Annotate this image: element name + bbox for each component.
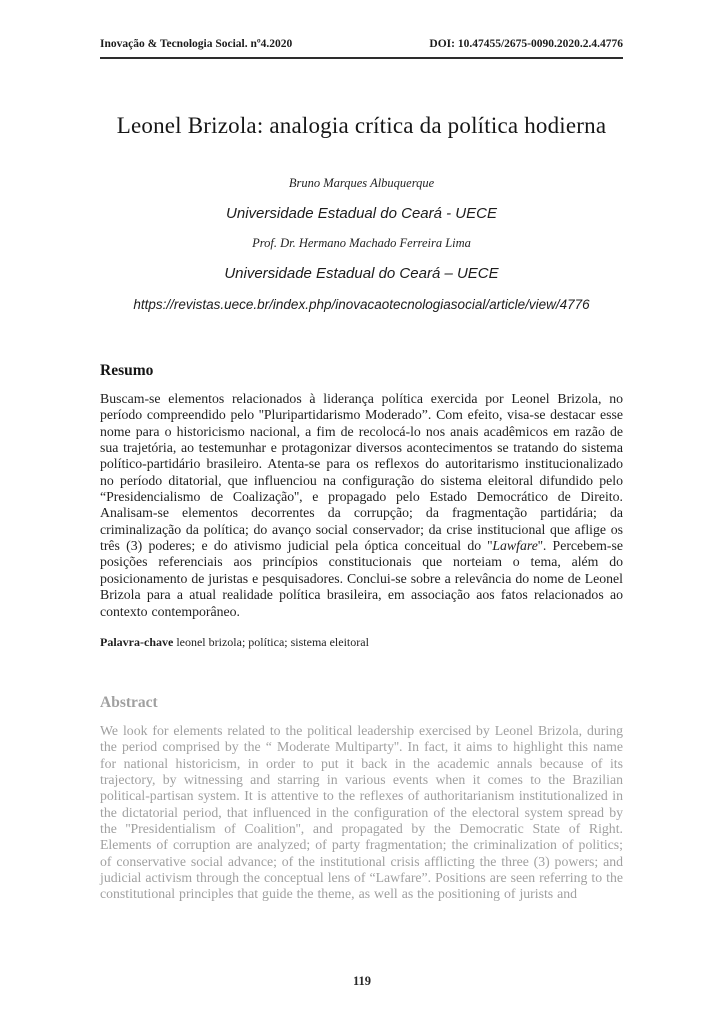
author-name: Bruno Marques Albuquerque bbox=[288, 176, 435, 191]
page-header bbox=[100, 38, 623, 59]
keywords-label: Palavra-chave bbox=[100, 634, 174, 649]
abstract-heading: Abstract bbox=[100, 693, 158, 711]
resumo-text-part2: ''. Percebem-se posições referenciais aos princípios constitucionais que norteiam o tema, além do posicionamento de juristas e pesquisadores. Conclui-se sobre a relevância do nome de Leonel Brizola para a atual realidade política brasileira, em associação aos fatos relacionados ao contexto contemporâneo. bbox=[100, 538, 623, 619]
advisor-name: Prof. Dr. Hermano Machado Ferreira Lima bbox=[252, 236, 471, 251]
article-title: Leonel Brizola: analogia crítica da política hodierna bbox=[116, 113, 607, 138]
resumo-heading: Resumo bbox=[100, 362, 154, 380]
journal-name: Inovação & Tecnologia Social. nº4.2020 bbox=[100, 38, 293, 50]
resumo-lawfare-term: Lawfare bbox=[492, 538, 538, 554]
article-url-line bbox=[100, 296, 623, 314]
page-footer bbox=[0, 972, 724, 990]
abstract-section bbox=[100, 694, 623, 903]
byline-block bbox=[100, 176, 623, 314]
page-number: 119 bbox=[352, 974, 372, 988]
abstract-text: We look for elements related to the political leadership exercised by Leonel Brizola, during the period comprised by the “ Moderate Multiparty''. In fact, it aims to highlight this name for national historicism, in order to put it back in the academic annals because of its trajectory, by witnessing and starring in various events when it comes to the Brazilian political-partisan system. It is attentive to the reflexes of authoritarianism institutionalized in the dictatorial period, that influenced in the configuration of the electoral system spread by the ''Presidentialism of Coalition'', and propagated by the Democratic State of Right. Elements of corruption are analyzed; of party fragmentation; the criminalization of politics; of conservative social advance; of the institutional crisis afflicting the three (3) powers; and judicial activism through the conceptual lens of “Lawfare”. Positions are seen referring to the constitutional principles that guide the theme, as well as the positioning of jurists and bbox=[100, 722, 623, 902]
resumo-text bbox=[100, 391, 623, 620]
resumo-text-part1: Buscam-se elementos relacionados à liderança política exercida por Leonel Brizola, no período compreendido pelo ''Pluripartidarismo Moderado”. Com efeito, visa-se destacar esse nome para o historicismo nacional, a fim de recolocá-lo nos anais acadêmicos em razão de sua trajetória, ao testemunhar e protagonizar diversos acontecimentos se tratando do sistema político-partidário brasileiro. Atenta-se para os reflexos do autoritarismo institucionalizado no período ditatorial, que influenciou na configuração do sistema eleitoral difundido pelo “Presidencialismo de Coalização'', e propagado pelo Estado Democrático de Direito. Analisam-se elementos decorrentes da corrupção; da fragmentação partidária; da criminalização da política; do avanço social conservador; da crise institucional que aflige os três (3) poderes; e do ativismo judicial pela óptica conceitual do '' bbox=[100, 391, 623, 554]
keywords-line bbox=[100, 635, 623, 650]
keywords-text: leonel brizola; política; sistema eleitoral bbox=[176, 634, 369, 649]
resumo-section bbox=[100, 362, 623, 650]
doi-text: DOI: 10.47455/2675-0090.2020.2.4.4776 bbox=[429, 38, 623, 50]
article-url-link[interactable]: https://revistas.uece.br/index.php/inovacaotecnologiasocial/article/view/4776 bbox=[133, 297, 590, 313]
advisor-affiliation: Universidade Estadual do Ceará – UECE bbox=[224, 265, 499, 283]
author-affiliation: Universidade Estadual do Ceará - UECE bbox=[226, 205, 497, 223]
